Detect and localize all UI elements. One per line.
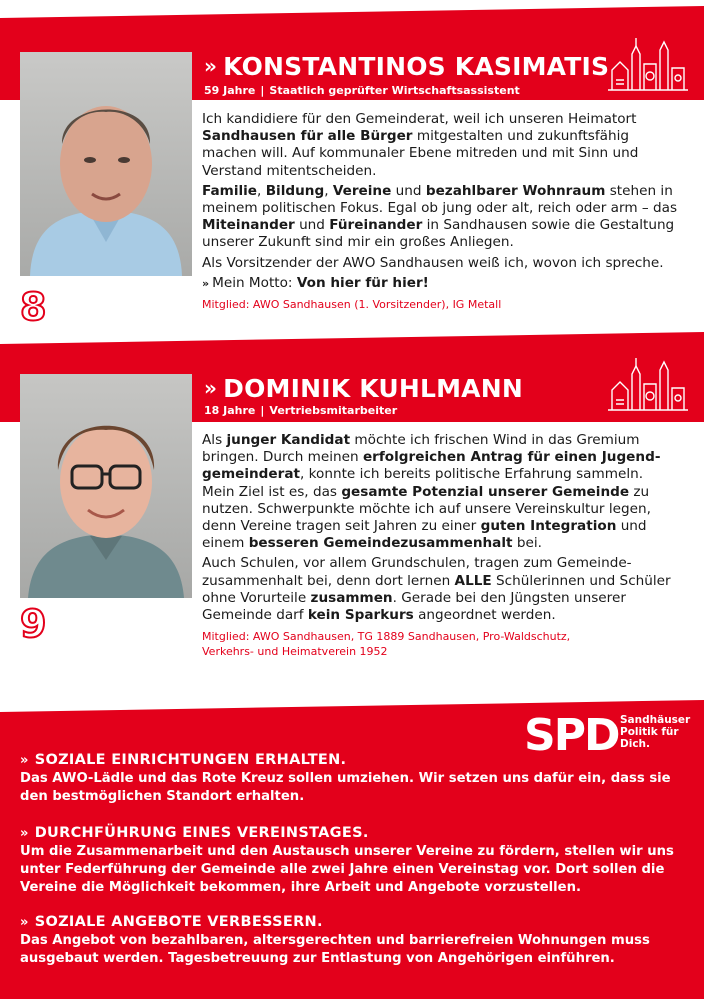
candidate-subtitle: 59 Jahre | Staatlich geprüfter Wirtschaftsassistent <box>204 84 520 97</box>
double-chevron-icon: » <box>202 276 210 290</box>
candidate-name: » KONSTANTINOS KASIMATIS <box>204 52 610 81</box>
bio-paragraph: Als junger Kandidat möchte ich frischen Wind in das Gremium bringen. Durch meinen erfolgreichen Antrag für einen Jugend-gemeinderat, konnte ich bereits politische Erfahrung sammeln. Mein Ziel ist es, das gesamte Potenzial unserer Gemeinde zu nutzen. Schwerpunkte möchte ich auf unsere Vereinskultur legen, denn Vereine tragen seit Jahren zu einer guten Integration und einem besseren Gemeindezusammenhalt bei. <box>202 432 661 552</box>
candidate-bio <box>202 111 678 312</box>
bio-paragraph: Familie, Bildung, Vereine und bezahlbarer Wohnraum stehen in meinem politischen Fokus. Egal ob jung oder alt, reich oder arm – das Miteinander und Füreinander in Sandhausen sowie die Gestaltung unserer Zukunft sind mir ein großes Anliegen. <box>202 182 678 251</box>
motto: » Mein Motto: Von hier für hier! <box>202 274 429 291</box>
goal-title: » SOZIALE ANGEBOTE VERBESSERN. <box>20 914 323 930</box>
goal-text: Um die Zusammenarbeit und den Austausch unserer Vereine zu fördern, stellen wir uns unter Federführung der Gemeinde alle zwei Jahre einen Vereinstag vor. Dort sollen die Vereine die Möglichkeit bekommen, ihre Arbeit und Angebote vorzustellen. <box>20 844 674 895</box>
goal-text: Das AWO-Lädle und das Rote Kreuz sollen umziehen. Wir setzen uns dafür ein, dass sie den bestmöglichen Standort erhalten. <box>20 771 671 804</box>
spd-logo: SPD <box>524 710 619 761</box>
bio-paragraph: Auch Schulen, vor allem Grundschulen, tragen zum Gemeinde-zusammenhalt bei, denn dort lernen ALLE Schülerinnen und Schüler ohne Vorurteile zusammen. Gerade bei den Jüngsten unserer Gemeinde darf kein Sparkurs angeordnet werden. <box>202 555 671 624</box>
goal-item <box>20 752 690 806</box>
double-chevron-icon: » <box>204 376 218 400</box>
goal-text: Das Angebot von bezahlbaren, altersgerechten und barrierefreien Wohnungen muss ausgebaut werden. Tagesbetreuung zur Entlastung von Angehörigen einführen. <box>20 933 650 966</box>
double-chevron-icon: » <box>20 826 29 841</box>
candidate-name: » DOMINIK KUHLMANN <box>204 374 523 403</box>
bio-paragraph: Ich kandidiere für den Gemeinderat, weil ich unseren Heimatort Sandhausen für alle Bürger mitgestalten und zukunftsfähig machen will. Auf kommunaler Ebene mitreden und mit Sinn und Verstand mitentscheiden. <box>202 111 639 179</box>
membership-line: Mitglied: AWO Sandhausen (1. Vorsitzender), IG Metall <box>202 298 502 312</box>
goal-item <box>20 914 690 968</box>
list-number: 8 <box>20 285 47 329</box>
candidate-photo-kasimatis <box>20 52 192 276</box>
membership-line: Mitglied: AWO Sandhausen, TG 1889 Sandhausen, Pro-Waldschutz, Verkehrs- und Heimatverein 1952 <box>202 630 571 659</box>
goal-title: » SOZIALE EINRICHTUNGEN ERHALTEN. <box>20 752 347 768</box>
double-chevron-icon: » <box>20 915 29 930</box>
double-chevron-icon: » <box>204 54 218 78</box>
candidate-bio <box>202 432 678 659</box>
bio-paragraph: Als Vorsitzender der AWO Sandhausen weiß ich, wovon ich spreche. <box>202 254 664 271</box>
sandhausen-skyline-icon <box>606 354 690 414</box>
list-number: 9 <box>20 602 47 646</box>
goal-item <box>20 825 690 897</box>
goal-title: » DURCHFÜHRUNG EINES VEREINSTAGES. <box>20 825 369 841</box>
sandhausen-skyline-icon <box>606 34 690 94</box>
spd-tagline: Sandhäuser Politik für Dich. <box>620 714 691 750</box>
candidate-subtitle: 18 Jahre | Vertriebsmitarbeiter <box>204 404 398 417</box>
candidate-photo-kuhlmann <box>20 374 192 598</box>
double-chevron-icon: » <box>20 753 29 768</box>
